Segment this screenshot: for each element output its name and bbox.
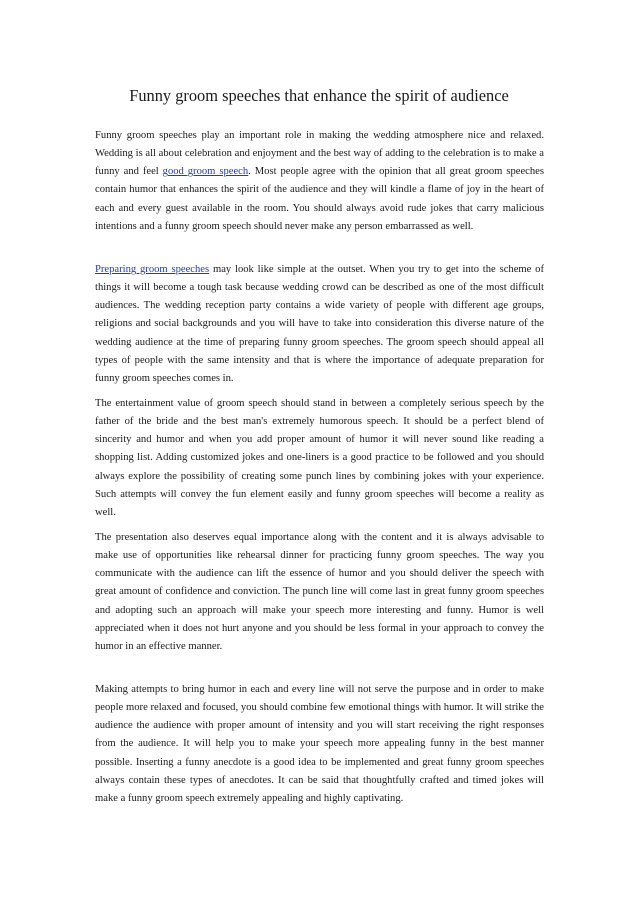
good-groom-speech-link[interactable]: good groom speech [162,166,249,178]
paragraph-2 [95,261,544,388]
document-title: Funny groom speeches that enhance the spirit of audience [129,86,509,105]
paragraph-1-text-after-link: . Most people agree with the opinion that all great groom speeches contain humor that enhances the spirit of the audience and they will kindle a flame of joy in the heart of each and every guest available in the room. You should always avoid rude jokes that carry malicious intentions and a funny groom speech should never make any person embarrassed as well. [95,166,544,232]
preparing-groom-speeches-link[interactable]: Preparing groom speeches [95,264,210,275]
paragraph-4: The presentation also deserves equal importance along with the content and it is always advisable to make use of opportunities like rehearsal dinner for practicing funny groom speeches. The way you communicate with the audience can lift the essence of humor and you should deliver the speech with great amount of confidence and conviction. The punch line will come last in great funny groom speeches and adopting such an approach will make your speech more interesting and funny. Humor is well appreciated when it does not hurt anyone and you should be less formal in your approach to convey the humor in an effective manner. [95,532,544,652]
paragraph-5: Making attempts to bring humor in each and every line will not serve the purpose and in order to make people more relaxed and focused, you should combine few emotional things with humor. It will strike the audience the audience with proper amount of intensity and you will start receiving the right responses from the audience. It will help you to make your speech more appealing funny in the best manner possible. Inserting a funny anecdote is a good idea to be implemented and great funny groom speeches always contain these types of anecdotes. It can be said that thoughtfully crafted and timed jokes will make a funny groom speech extremely appealing and highly captivating. [95,684,544,804]
paragraph-3: The entertainment value of groom speech should stand in between a completely serious speech by the father of the bride and the best man's extremely humorous speech. It should be a perfect blend of sincerity and humor and when you add proper amount of humor it will never sound like reading a shopping list. Adding customized jokes and one-liners is a good practice to be followed and you should always explore the possibility of creating some punch lines by combining jokes with your experience. Such attempts will convey the fun element easily and funny groom speeches will become a reality as well. [95,398,544,518]
paragraph-2-text-after-link: may look like simple at the outset. When you try to get into the scheme of things it will become a tough task because wedding crowd can be described as one of the most difficult audiences. The wedding reception party contains a wide variety of people with different age groups, religions and social backgrounds and you will have to take into consideration this diverse nature of the wedding audience at the time of preparing funny groom speeches. The groom speech should appeal all types of people with the same intensity and that is where the importance of adequate preparation for funny groom speeches comes in. [95,264,544,384]
paragraph-1 [95,127,544,236]
paragraph-1-text-before-link: Funny groom speeches play an important role in making the wedding atmosphere nice and relaxed. Wedding is all about celebration and enjoyment and the best way of adding to the celebration is to make a funny and feel [95,130,544,178]
